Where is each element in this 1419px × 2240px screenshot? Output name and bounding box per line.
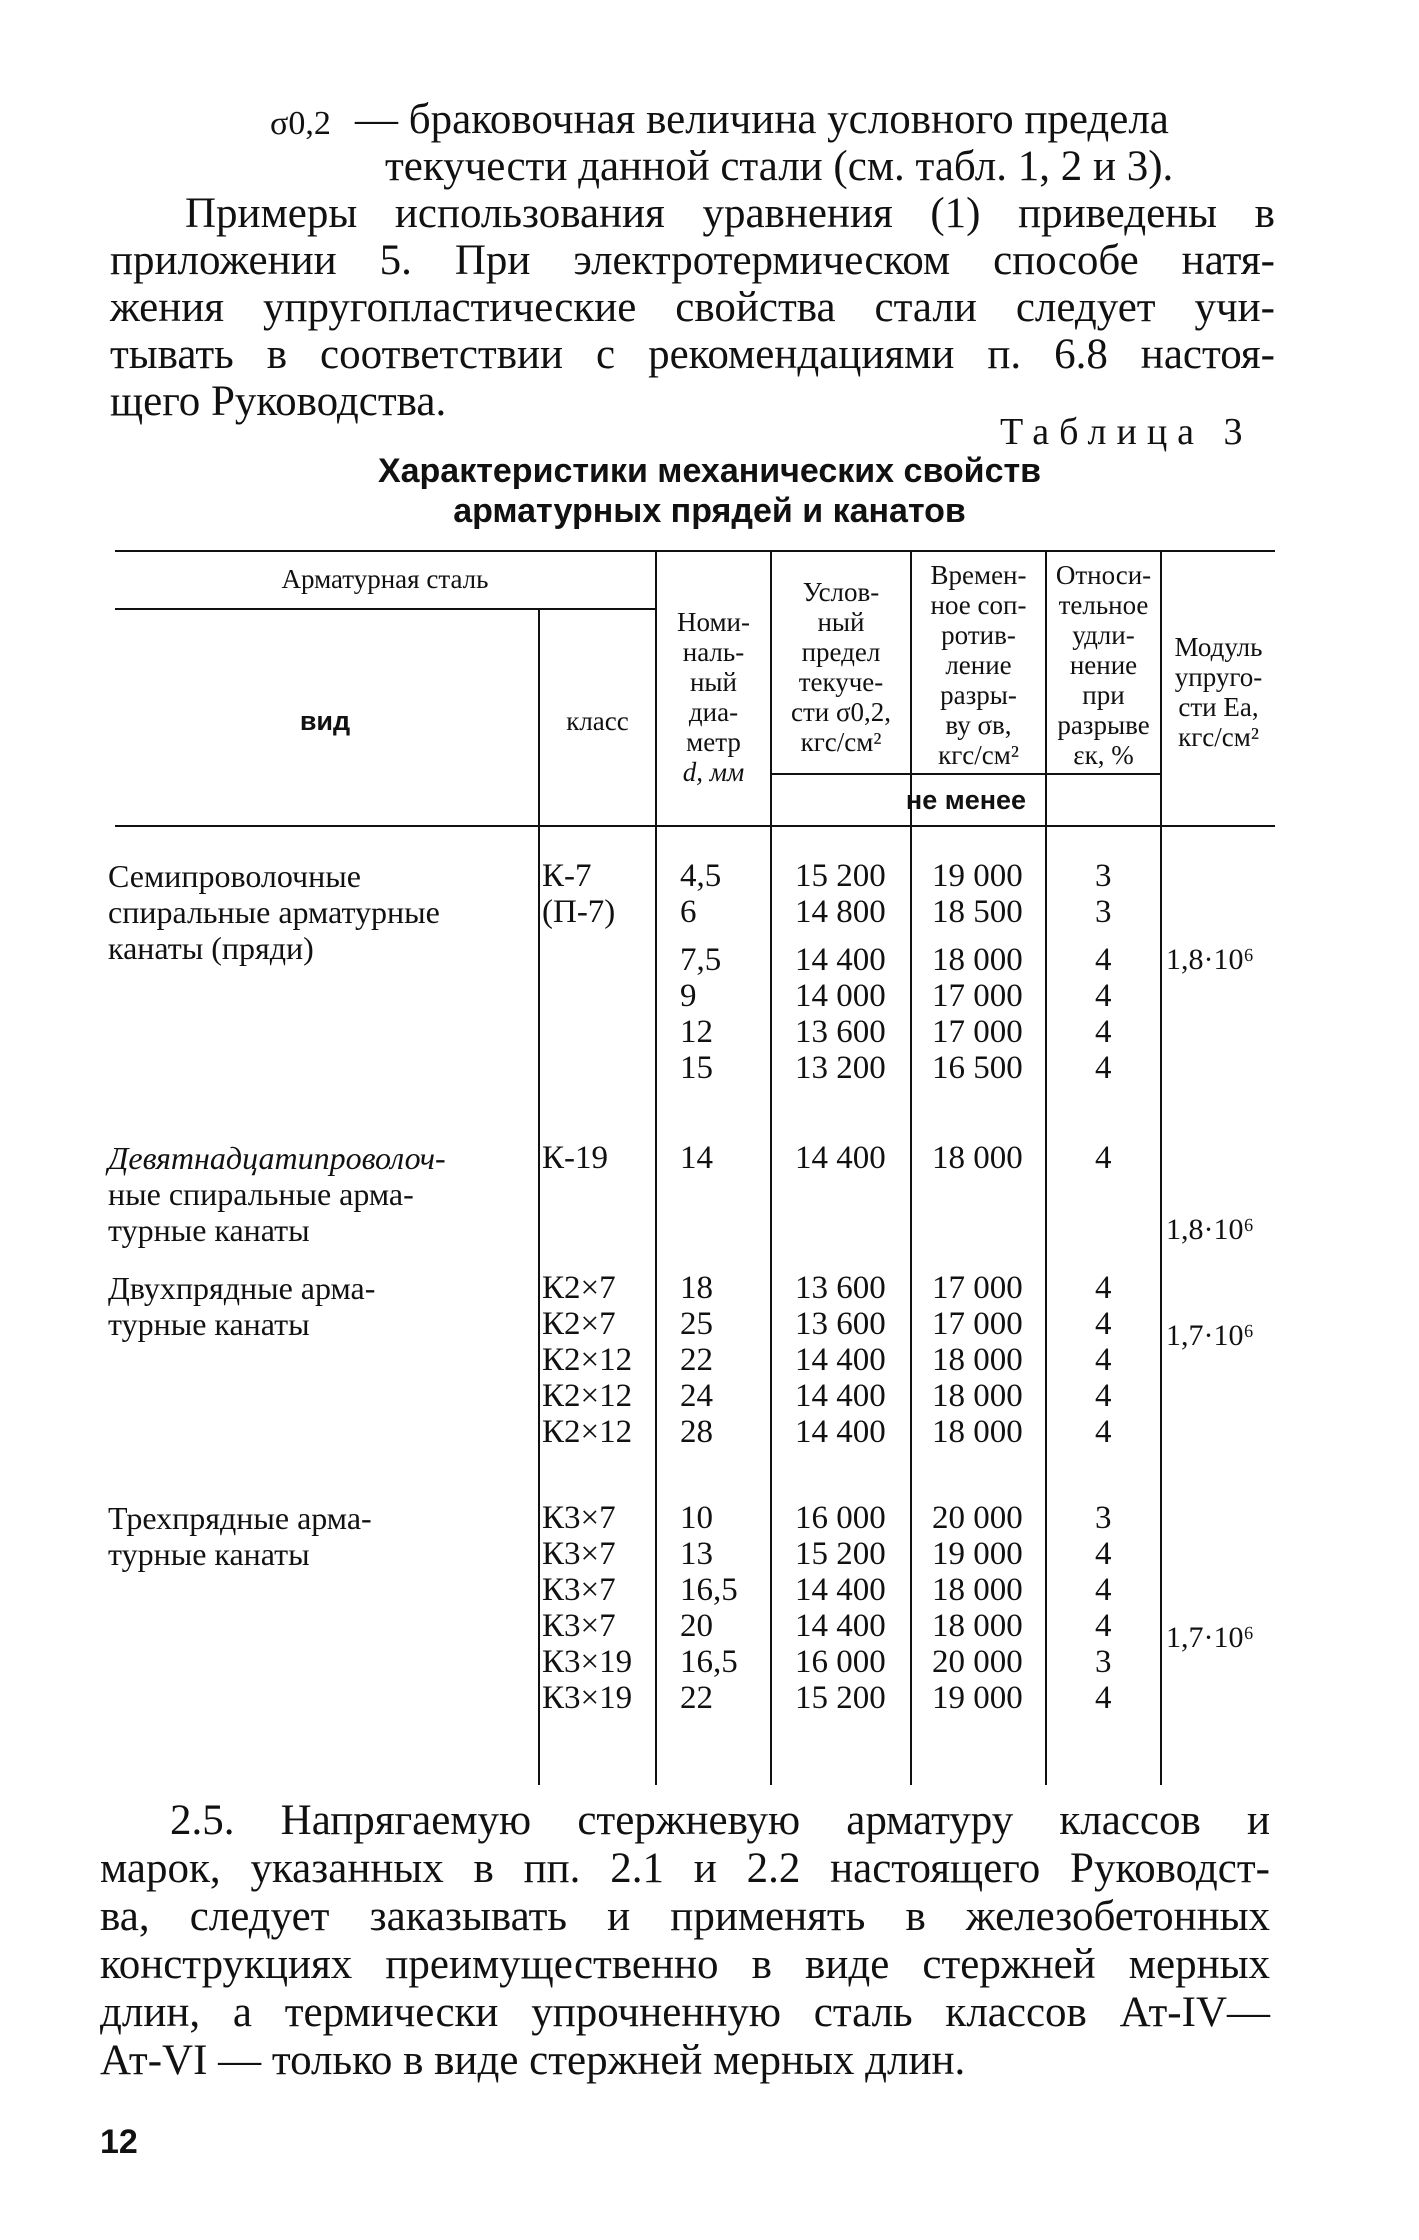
table-label: Таблица 3 [1000,411,1253,453]
paragraph-line: ва, следует заказывать и применять в железобетонных [100,1893,1270,1940]
row-yield: 16 000 [795,1500,886,1536]
row-type-text: канаты (пряди) [108,930,314,966]
row-yield: 16 000 [795,1644,886,1680]
row-tensile: 18 000 [932,1140,1023,1176]
row-tensile: 16 500 [932,1050,1023,1086]
formula-definition-line2: текучести данной стали (см. табл. 1, 2 и 3). [385,143,1174,190]
row-diameter: 15 [680,1050,713,1086]
row-diameter: 16,5 [680,1644,738,1680]
row-class: К2×12 [542,1342,633,1378]
row-modulus: 1,7·10⁶ [1166,1621,1254,1654]
row-yield: 14 400 [795,1608,886,1644]
row-elongation: 3 [1095,1644,1112,1680]
header-tensile: Времен- ное соп- ротив- ление разры- ву σв, кгс/см² [930,560,1027,770]
paragraph-line: конструкциях преимущественно в виде стержней мерных [100,1941,1270,1988]
row-diameter: 16,5 [680,1572,738,1608]
row-yield: 14 400 [795,1140,886,1176]
row-elongation: 3 [1095,858,1112,894]
page-number: 12 [100,2123,138,2161]
header-steel-group: Арматурная сталь [281,564,489,594]
row-elongation: 4 [1095,1536,1112,1572]
row-tensile: 17 000 [932,978,1023,1014]
formula-definition-line1: — браковочная величина условного предела [355,96,1169,143]
paragraph-line: длин, а термически упрочненную сталь классов Ат-IV— [100,1989,1270,2036]
row-yield: 14 400 [795,1342,886,1378]
header-yield: Услов- ный предел текуче- сти σ0,2, кгс/см² [790,577,892,757]
row-type-text: Семипроволочные [108,858,361,894]
row-class: К3×7 [542,1572,616,1608]
row-modulus: 1,8·10⁶ [1166,1213,1254,1246]
table-title-line1: Характеристики механических свойств [377,452,1042,490]
row-class: К2×12 [542,1378,633,1414]
row-modulus: 1,8·10⁶ [1166,943,1254,976]
paragraph-line: тывать в соответствии с рекомендациями п. 6.8 настоя- [110,331,1275,378]
row-tensile: 19 000 [932,1536,1023,1572]
row-diameter: 13 [680,1536,713,1572]
row-tensile: 18 500 [932,894,1023,930]
row-tensile: 17 000 [932,1306,1023,1342]
row-elongation: 4 [1095,1014,1112,1050]
header-elongation: Относи- тельное удли- нение при разрыве εк, % [1055,560,1152,770]
row-elongation: 4 [1095,1572,1112,1608]
row-type-text: турные канаты [108,1536,310,1572]
row-elongation: 4 [1095,942,1112,978]
row-tensile: 17 000 [932,1270,1023,1306]
row-yield: 13 200 [795,1050,886,1086]
row-class: (П-7) [542,894,616,930]
row-class: К3×7 [542,1608,616,1644]
row-elongation: 3 [1095,894,1112,930]
row-type-text: ные спиральные арма- [108,1176,414,1212]
row-yield: 14 400 [795,1414,886,1450]
row-yield: 13 600 [795,1270,886,1306]
row-elongation: 4 [1095,1414,1112,1450]
row-yield: 13 600 [795,1014,886,1050]
paragraph-line: 2.5. Напрягаемую стержневую арматуру классов и [170,1797,1270,1844]
row-tensile: 18 000 [932,1378,1023,1414]
row-class: К3×7 [542,1536,616,1572]
row-yield: 15 200 [795,858,886,894]
row-diameter: 22 [680,1680,713,1716]
row-elongation: 4 [1095,1270,1112,1306]
header-type: вид [299,706,351,736]
row-tensile: 18 000 [932,1608,1023,1644]
row-tensile: 19 000 [932,858,1023,894]
row-tensile: 18 000 [932,1342,1023,1378]
row-diameter: 25 [680,1306,713,1342]
row-class: К-7 [542,858,592,894]
row-diameter: 12 [680,1014,713,1050]
row-diameter: 24 [680,1378,713,1414]
row-tensile: 19 000 [932,1680,1023,1716]
row-diameter: 20 [680,1608,713,1644]
row-yield: 14 400 [795,1572,886,1608]
row-elongation: 4 [1095,1680,1112,1716]
row-tensile: 18 000 [932,1414,1023,1450]
row-tensile: 20 000 [932,1500,1023,1536]
header-modulus: Модуль упруго- сти Ea, кгс/см² [1174,632,1263,752]
row-yield: 14 800 [795,894,886,930]
header-diameter: Номи- наль- ный диа- метр d, мм [676,607,750,787]
paragraph-line: жения упругопластические свойства стали следует учи- [110,284,1275,331]
row-yield: 15 200 [795,1536,886,1572]
row-type-text: Трехпрядные арма- [108,1500,372,1536]
row-type-text: турные канаты [108,1306,310,1342]
row-yield: 14 000 [795,978,886,1014]
row-diameter: 7,5 [680,942,722,978]
row-class: К2×12 [542,1414,633,1450]
row-elongation: 4 [1095,1140,1112,1176]
row-class: К-19 [542,1140,608,1176]
table-title-line2: арматурных прядей и канатов [453,492,966,530]
paragraph-line: приложении 5. При электротермическом способе натя- [110,237,1275,284]
row-class: К3×7 [542,1500,616,1536]
paragraph-line: Ат-VI — только в виде стержней мерных длин. [100,2037,966,2084]
row-type-text: турные канаты [108,1212,310,1248]
row-diameter: 14 [680,1140,713,1176]
row-class: К3×19 [542,1680,633,1716]
header-not-less: не менее [905,785,1027,815]
row-yield: 14 400 [795,942,886,978]
row-diameter: 10 [680,1500,713,1536]
row-class: К2×7 [542,1270,616,1306]
row-yield: 14 400 [795,1378,886,1414]
row-diameter: 22 [680,1342,713,1378]
row-diameter: 18 [680,1270,713,1306]
row-diameter: 4,5 [680,858,722,894]
row-tensile: 18 000 [932,1572,1023,1608]
header-class: класс [566,706,629,736]
row-elongation: 4 [1095,1050,1112,1086]
row-elongation: 4 [1095,1306,1112,1342]
paragraph-line: Примеры использования уравнения (1) приведены в [185,190,1275,237]
row-tensile: 20 000 [932,1644,1023,1680]
paragraph-line: щего Руководства. [110,378,447,425]
row-type-text: спиральные арматурные [108,894,440,930]
row-elongation: 4 [1095,1378,1112,1414]
row-diameter: 6 [680,894,697,930]
row-elongation: 4 [1095,1342,1112,1378]
row-modulus: 1,7·10⁶ [1166,1319,1254,1352]
row-tensile: 18 000 [932,942,1023,978]
row-elongation: 4 [1095,978,1112,1014]
row-elongation: 3 [1095,1500,1112,1536]
formula-symbol: σ0,2 [270,105,331,142]
row-diameter: 9 [680,978,697,1014]
paragraph-line: марок, указанных в пп. 2.1 и 2.2 настоящего Руководст- [100,1845,1270,1892]
row-type-text: Девятнадцатипроволоч- [108,1140,446,1176]
row-elongation: 4 [1095,1608,1112,1644]
row-class: К2×7 [542,1306,616,1342]
row-yield: 13 600 [795,1306,886,1342]
row-yield: 15 200 [795,1680,886,1716]
row-type-text: Двухпрядные арма- [108,1270,376,1306]
row-tensile: 17 000 [932,1014,1023,1050]
row-class: К3×19 [542,1644,633,1680]
row-diameter: 28 [680,1414,713,1450]
